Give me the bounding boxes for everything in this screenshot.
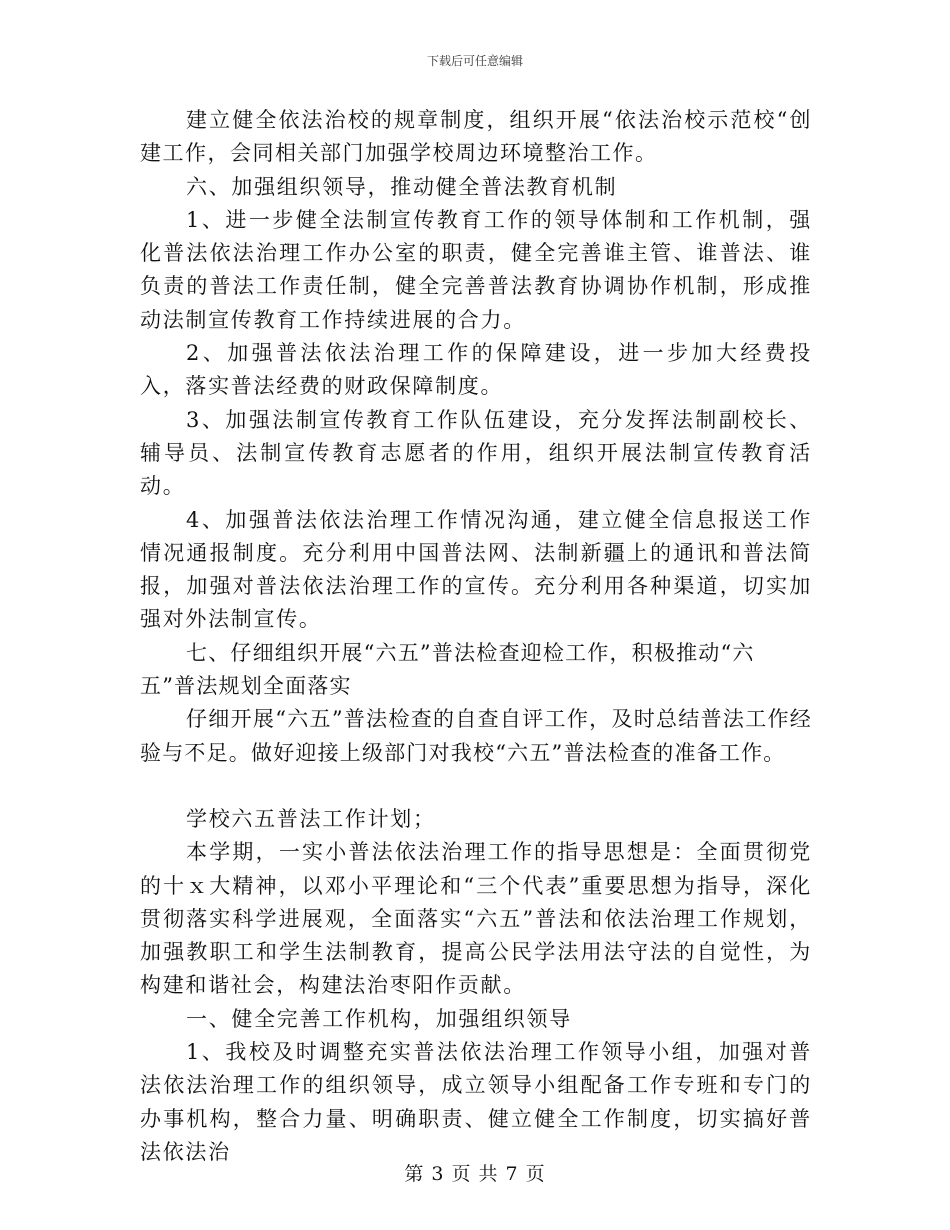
paragraph-1-1: 1、我校及时调整充实普法依法治理工作领导小组，加强对普法依法治理工作的组织领导，成立领导小组配备工作专班和专门的办事机构，整合力量、明确职责、健立健全工作制度，切实搞好普法依法治 (140, 1040, 812, 1164)
page-header: 下载后可任意编辑 (426, 54, 523, 68)
paragraph-gap (140, 770, 812, 803)
paragraph-6-2: 2、加强普法依法治理工作的保障建设，进一步加大经费投入，落实普法经费的财政保障制度。 (140, 341, 812, 399)
document-body (140, 104, 812, 1169)
page-footer: 第 3 页 共 7 页 (404, 1163, 546, 1185)
plan-title: 学校六五普法工作计划； (186, 806, 436, 831)
paragraph-guiding-idea: 本学期，一实小普法依法治理工作的指导思想是：全面贯彻党的十ｘ大精神，以邓小平理论和“三个代表”重要思想为指导，深化贯彻落实科学进展观，全面落实“六五”普法和依法治理工作规划，加强教职工和学生法制教育，提高公民学法用法守法的自觉性，为构建和谐社会，构建法治枣阳作贡献。 (140, 840, 812, 998)
paragraph-1: 建立健全依法治校的规章制度，组织开展“依法治校示范校“创建工作，会同相关部门加强学校周边环境整治工作。 (140, 108, 812, 166)
section-heading-7-line-1: 七、仔细组织开展“六五”普法检查迎检工作，积极推动“六 (186, 640, 755, 665)
section-heading-1: 一、健全完善工作机构，加强组织领导 (186, 1006, 572, 1031)
section-heading-7-line-2: 五”普法规划全面落实 (140, 674, 352, 699)
paragraph-6-4: 4、加强普法依法治理工作情况沟通，建立健全信息报送工作情况通报制度。充分利用中国普法网、法制新疆上的通讯和普法简报，加强对普法依法治理工作的宣传。充分利用各种渠道，切实加强对外法制宣传。 (140, 507, 812, 632)
paragraph-6-3: 3、加强法制宣传教育工作队伍建设，充分发挥法制副校长、辅导员、法制宣传教育志愿者的作用，组织开展法制宣传教育活动。 (140, 407, 812, 499)
paragraph-6-1: 1、进一步健全法制宣传教育工作的领导体制和工作机制，强化普法依法治理工作办公室的职责，健全完善谁主管、谁普法、谁负责的普法工作责任制，健全完善普法教育协调协作机制，形成推动法制宣传教育工作持续进展的合力。 (140, 207, 812, 332)
paragraph-7: 仔细开展“六五”普法检查的自查自评工作，及时总结普法工作经验与不足。做好迎接上级部门对我校“六五”普法检查的准备工作。 (140, 707, 812, 765)
section-heading-6: 六、加强组织领导，推动健全普法教育机制 (186, 174, 618, 199)
